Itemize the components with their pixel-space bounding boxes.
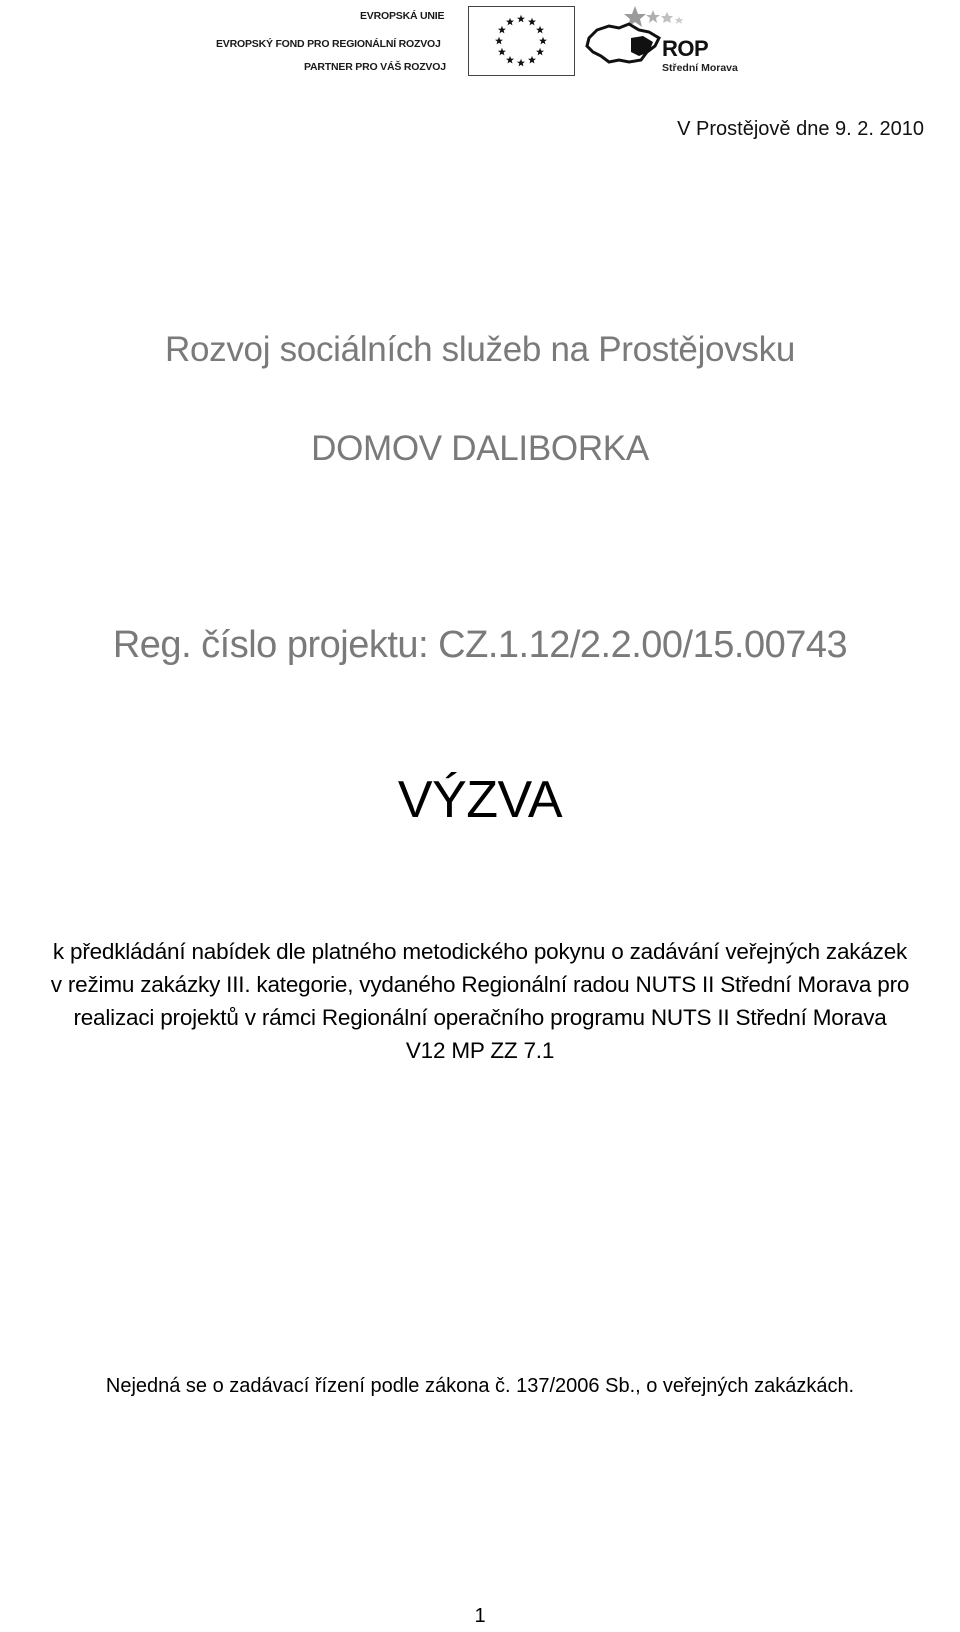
- eu-star-icon: [536, 26, 544, 34]
- eu-star-icon: [506, 18, 514, 26]
- document-heading: VÝZVA: [397, 771, 563, 829]
- project-title: Rozvoj sociálních služeb na Prostějovsku: [165, 330, 795, 369]
- eu-star-icon: [506, 56, 514, 64]
- eu-star-icon: [517, 59, 525, 67]
- eu-flag-icon: [468, 6, 575, 76]
- description-line: v režimu zakázky III. kategorie, vydaného Regionální radou NUTS II Střední Morava pro: [50, 972, 910, 997]
- page-number: 1: [474, 1605, 486, 1627]
- eu-star-icon: [528, 18, 536, 26]
- registration-number: Reg. číslo projektu: CZ.1.12/2.2.00/15.00743: [112, 624, 848, 666]
- project-subtitle: DOMOV DALIBORKA: [311, 429, 649, 468]
- rop-name: ROP: [662, 36, 709, 61]
- eu-partner-label: PARTNER PRO VÁŠ ROZVOJ: [304, 61, 446, 73]
- description-line: k předkládání nabídek dle platného metodického pokynu o zadávání veřejných zakázek: [52, 939, 908, 964]
- eu-fund-label: EVROPSKÝ FOND PRO REGIONÁLNÍ ROZVOJ: [216, 38, 441, 50]
- eu-star-icon: [517, 15, 525, 23]
- description-line: V12 MP ZZ 7.1: [405, 1038, 555, 1063]
- document-date: V Prostějově dne 9. 2. 2010: [677, 118, 924, 140]
- eu-star-icon: [495, 37, 503, 45]
- eu-star-icon: [536, 48, 544, 56]
- eu-star-icon: [498, 26, 506, 34]
- rop-region: Střední Morava: [662, 62, 738, 74]
- document-description: [10, 935, 950, 1067]
- eu-star-icon: [539, 37, 547, 45]
- eu-star-icon: [528, 56, 536, 64]
- description-line: realizaci projektů v rámci Regionální operačního programu NUTS II Střední Morava: [73, 1005, 887, 1030]
- eu-union-label: EVROPSKÁ UNIE: [360, 10, 445, 22]
- legal-note: Nejedná se o zadávací řízení podle zákona č. 137/2006 Sb., o veřejných zakázkách.: [105, 1375, 855, 1397]
- eu-star-icon: [498, 48, 506, 56]
